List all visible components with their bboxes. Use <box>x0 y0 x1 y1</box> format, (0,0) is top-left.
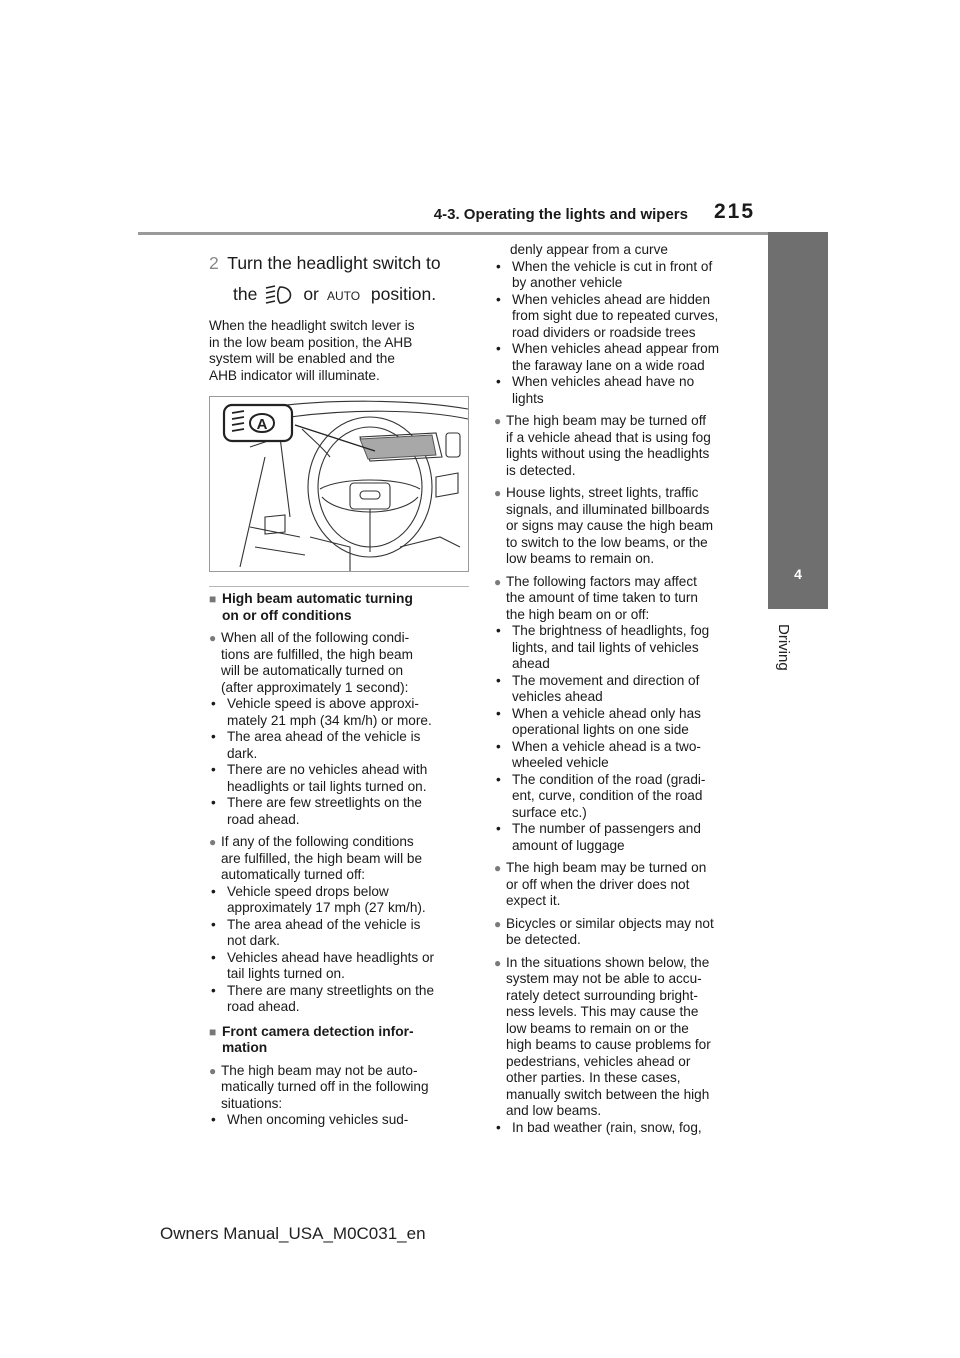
chapter-tab-number: 4 <box>794 566 802 582</box>
section-title-front-camera: ■ Front camera detection infor- mation <box>209 1023 414 1055</box>
figure-callout-letter: A <box>256 416 268 433</box>
intro-line: When the headlight switch lever is <box>209 318 415 333</box>
sub-list-item: • In bad weather (rain, snow, fog, <box>496 1119 702 1135</box>
sub-list-item: • The area ahead of the vehicle is not dark. <box>211 916 421 948</box>
step-line1: Turn the headlight switch to <box>227 253 441 273</box>
sub-list-item: • Vehicles ahead have headlights or tail lights turned on. <box>211 949 435 981</box>
list-item: ● The high beam may be turned off if a vehicle ahead that is using fog lights without using the headlights is detected. <box>494 413 711 478</box>
header-rule <box>138 232 824 235</box>
sub-list-item: • When vehicles ahead have no lights <box>496 374 695 406</box>
sub-list-item: • Vehicle speed drops below approximately 17 mph (27 km/h). <box>211 883 426 915</box>
chapter-tab-label: Driving <box>775 624 792 671</box>
intro-text <box>209 318 471 384</box>
bullet-dot-icon: ● <box>494 861 502 875</box>
sub-list-item: • The area ahead of the vehicle is dark. <box>211 729 421 761</box>
dashboard-illustration <box>209 396 469 572</box>
sub-list-item: • There are few streetlights on the road ahead. <box>211 795 422 827</box>
page-number: 215 <box>714 200 756 223</box>
chapter-tab <box>768 232 828 609</box>
step-line2-prefix: the <box>233 284 258 304</box>
step-2 <box>209 248 471 310</box>
list-item: ● The high beam may not be auto- matically turned off in the following situations: <box>209 1062 429 1111</box>
bullet-dot-icon: ● <box>494 486 502 500</box>
auto-label: AUTO <box>326 288 361 302</box>
header-section-title: 4-3. Operating the lights and wipers <box>433 206 688 223</box>
list-item: ● Bicycles or similar objects may not be detected. <box>494 915 714 947</box>
step-number: 2 <box>209 253 219 273</box>
bullet-dot-icon: ● <box>494 414 502 428</box>
chapter-tab-label-wrap <box>772 624 792 704</box>
list-item: ● House lights, street lights, traffic signals, and illuminated billboards or signs may cause the high beam to switch to the low beams, or the low beams to remain on. <box>494 485 714 566</box>
bullet-dot-icon: ● <box>209 1063 217 1078</box>
intro-line: in the low beam position, the AHB <box>209 334 413 350</box>
sub-list-item: • When the vehicle is cut in front of by another vehicle <box>496 258 713 290</box>
list-item: ● The following factors may affect the amount of time taken to turn the high beam on or off: <box>494 573 698 622</box>
sub-list-item: • When a vehicle ahead only has operational lights on one side <box>496 705 701 737</box>
list-item: ● When all of the following condi- tions are fulfilled, the high beam will be automatically turned on (after approximately 1 second): <box>209 630 413 695</box>
sub-list-item: • When a vehicle ahead is a two- wheeled vehicle <box>496 738 701 770</box>
section-divider <box>209 586 469 587</box>
sub-list-item: • There are no vehicles ahead with headlights or tail lights turned on. <box>211 762 428 794</box>
sub-list-item: • The number of passengers and amount of luggage <box>496 821 701 853</box>
section-title-high-beam-conditions: ■ High beam automatic turning on or off conditions <box>209 591 413 623</box>
step-line2-suffix: position. <box>370 284 437 304</box>
sub-list-item: • When oncoming vehicles sud- <box>211 1112 409 1127</box>
bullet-dot-icon: ● <box>494 955 502 970</box>
continued-text: denly appear from a curve <box>510 242 668 257</box>
bullet-dot-icon: ● <box>209 631 217 645</box>
right-column <box>494 242 752 1136</box>
square-bullet-icon: ■ <box>209 1024 217 1039</box>
footer-manual-id: Owners Manual_USA_M0C031_en <box>160 1224 426 1243</box>
sub-list-item: • When vehicles ahead appear from the faraway lane on a wide road <box>496 341 720 373</box>
headlight-low-beam-icon <box>265 285 295 305</box>
list-item: ● The high beam may be turned on or off when the driver does not expect it. <box>494 860 707 908</box>
intro-line: AHB indicator will illuminate. <box>209 367 380 383</box>
step-line2-or: or <box>303 284 319 304</box>
sub-list-item: • When vehicles ahead are hidden from sight due to repeated curves, road dividers or roadside trees <box>496 291 719 340</box>
bullet-dot-icon: ● <box>209 835 217 849</box>
sub-list-item: • The condition of the road (gradi- ent, curve, condition of the road surface etc.) <box>496 771 706 820</box>
sub-list-item: • There are many streetlights on the road ahead. <box>211 982 435 1014</box>
sub-list-item: • The movement and direction of vehicles ahead <box>496 672 700 704</box>
bullet-dot-icon: ● <box>494 916 502 931</box>
list-item: ● In the situations shown below, the system may not be able to accu- rately detect surrounding bright- ness levels. This may cause the low beams to remain on or the high beams to cause problems for pedestrians, vehicles ahead or other parties. In these cases, manually switch between the high and low beams. <box>494 954 711 1118</box>
list-item: ● If any of the following conditions are fulfilled, the high beam will be automatically turned off: <box>209 834 422 882</box>
bullet-dot-icon: ● <box>494 574 502 589</box>
sub-list-item: • The brightness of headlights, fog lights, and tail lights of vehicles ahead <box>496 623 710 671</box>
sub-list-item: • Vehicle speed is above approxi- mately 21 mph (34 km/h) or more. <box>211 696 432 728</box>
auto-position-icon <box>327 288 363 302</box>
square-bullet-icon: ■ <box>209 592 217 606</box>
left-column <box>209 248 471 1129</box>
intro-line: system will be enabled and the <box>209 351 395 366</box>
